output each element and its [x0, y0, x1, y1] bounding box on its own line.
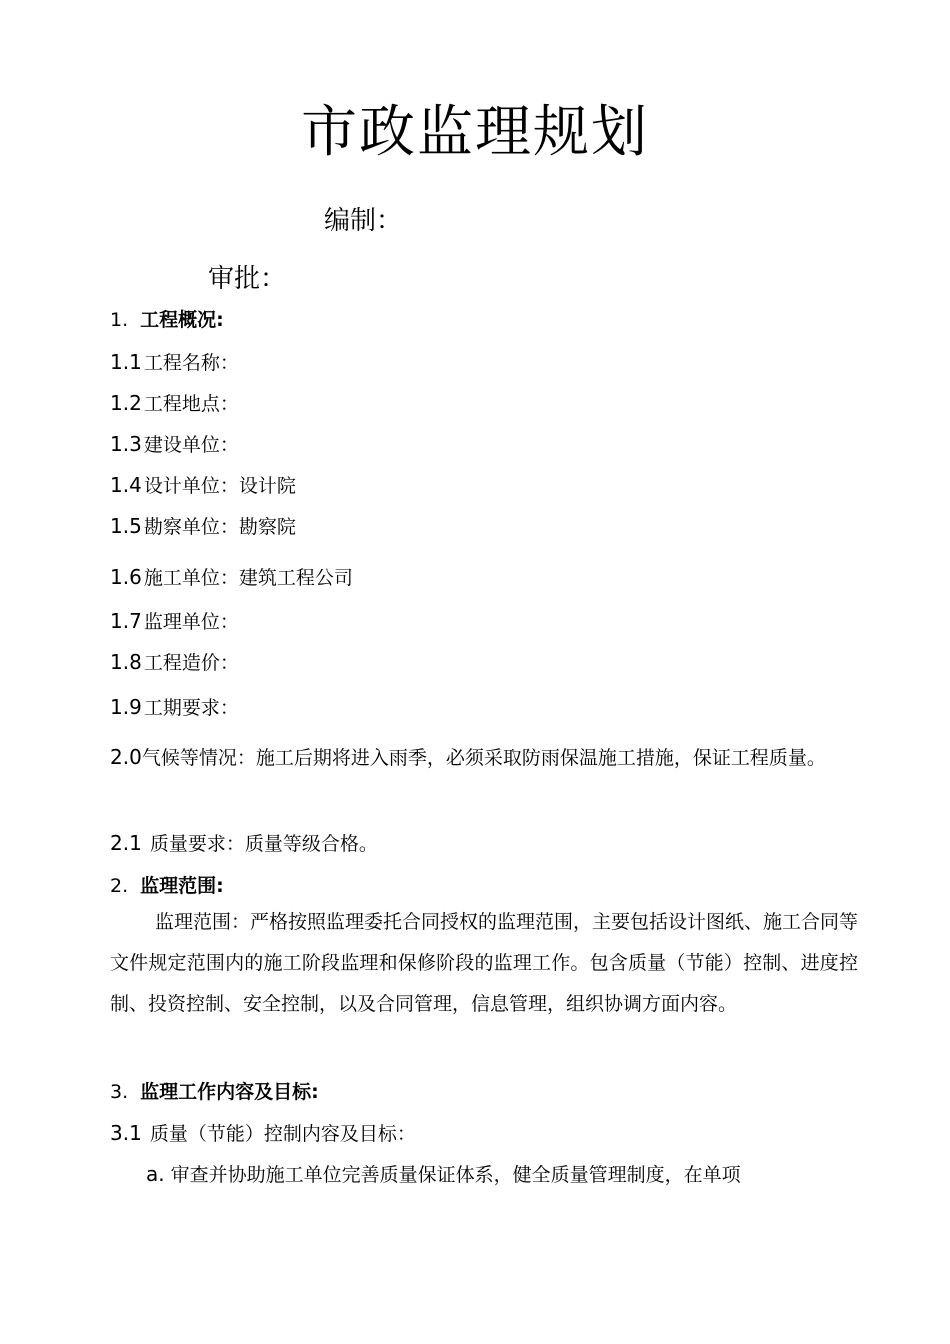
subsection-3-1: [110, 1119, 416, 1146]
project-item: [110, 430, 239, 457]
item-number: 1.3: [110, 432, 142, 456]
item-number: 1.2: [110, 391, 142, 415]
quality-requirement: [110, 829, 378, 856]
project-item: [110, 607, 239, 634]
section-2-heading: [110, 871, 224, 898]
project-item: [110, 389, 239, 416]
item-text: 质量（节能）控制内容及目标：: [143, 1123, 416, 1145]
section-3-heading: [110, 1077, 319, 1104]
item-text: 质量要求：质量等级合格。: [143, 833, 378, 855]
document-title: 市政监理规划: [301, 100, 649, 165]
scope-paragraph: 监理范围：严格按照监理委托合同授权的监理范围，主要包括设计图纸、施工合同等文件规定范围内的施工阶段监理和保修阶段的监理工作。包含质量（节能）控制、进度控制、投资控制、安全控制，以及合同管理，信息管理，组织协调方面内容。: [110, 911, 859, 1015]
item-text: 审查并协助施工单位完善质量保证体系，健全质量管理制度，在单项: [170, 1164, 741, 1186]
item-text: 工程名称：: [143, 352, 239, 374]
section-title: 工程概况:: [140, 309, 224, 331]
project-item: [110, 563, 353, 590]
list-item-a: [146, 1160, 741, 1187]
item-text: 施工单位：建筑工程公司: [143, 567, 353, 589]
item-text: 建设单位：: [143, 434, 239, 456]
section-1-heading: [110, 305, 224, 332]
item-number: 3.1: [110, 1121, 142, 1145]
section-title: 监理工作内容及目标:: [140, 1081, 319, 1103]
item-number: 1.8: [110, 650, 142, 674]
item-number: 1.1: [110, 350, 142, 374]
item-text: 工期要求：: [143, 697, 239, 719]
item-letter: a.: [146, 1162, 165, 1186]
item-text: 气候等情况：施工后期将进入雨季，必须采取防雨保温施工措施，保证工程质量。: [141, 747, 826, 769]
item-number: 1.6: [110, 565, 142, 589]
project-item: [110, 512, 296, 539]
item-number: 2.0: [110, 745, 142, 769]
prepared-by-label: 编制：: [324, 206, 403, 236]
item-number: 1.4: [110, 473, 142, 497]
item-text: 监理单位：: [143, 611, 239, 633]
project-item: [110, 348, 239, 375]
project-item: [110, 471, 296, 498]
item-text: 勘察单位：勘察院: [143, 516, 296, 538]
section-number: 3.: [110, 1081, 129, 1103]
item-number: 1.5: [110, 514, 142, 538]
item-number: 2.1: [110, 831, 142, 855]
item-text: 设计单位：设计院: [143, 475, 296, 497]
climate-paragraph: [110, 737, 858, 779]
item-text: 工程造价：: [143, 652, 239, 674]
item-text: 工程地点：: [143, 393, 239, 415]
approved-by-label: 审批：: [208, 264, 287, 294]
item-number: 1.9: [110, 695, 142, 719]
section-number: 1.: [110, 309, 129, 331]
project-item: [110, 648, 239, 675]
section-title: 监理范围:: [140, 875, 224, 897]
item-number: 1.7: [110, 609, 142, 633]
section-number: 2.: [110, 875, 129, 897]
project-item: [110, 693, 239, 720]
